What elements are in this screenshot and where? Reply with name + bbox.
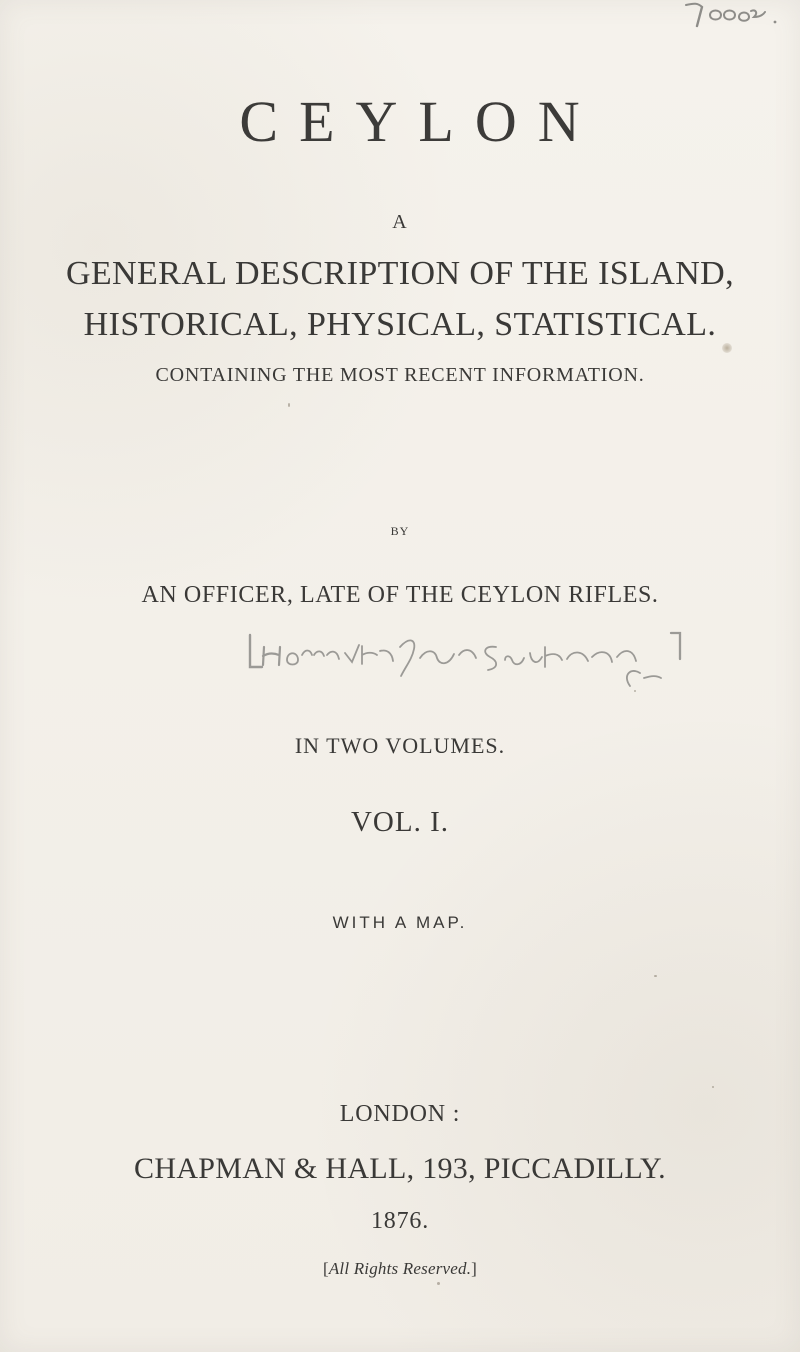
rights-close-bracket: ]	[471, 1259, 478, 1278]
paper-speck	[654, 975, 657, 977]
title-article: A	[392, 211, 408, 233]
handwritten-attribution	[244, 631, 686, 687]
publisher-line: CHAPMAN & HALL, 193, PICCADILLY.	[134, 1152, 666, 1185]
rights-text: All Rights Reserved.	[328, 1259, 472, 1278]
volume-count: IN TWO VOLUMES.	[294, 733, 506, 758]
paper-speck	[437, 1282, 440, 1285]
content-description: CONTAINING THE MOST RECENT INFORMATION.	[155, 364, 645, 386]
paper-speck	[712, 1086, 714, 1088]
map-note: WITH A MAP.	[332, 913, 468, 932]
subtitle-line-1: GENERAL DESCRIPTION OF THE ISLAND,	[65, 255, 735, 292]
book-title: CEYLON	[239, 89, 601, 154]
rights-open-bracket: [	[322, 1259, 329, 1278]
paper-speck	[634, 690, 636, 692]
by-label: BY	[390, 524, 410, 538]
shelfmark-handwritten	[676, 1, 794, 29]
volume-number: VOL. I.	[350, 806, 449, 838]
publication-year: 1876.	[371, 1208, 429, 1234]
author-line: AN OFFICER, LATE OF THE CEYLON RIFLES.	[141, 582, 659, 608]
paper-stain	[722, 343, 732, 353]
rights-line	[0, 1259, 800, 1279]
publication-city: LONDON :	[339, 1101, 461, 1127]
paper-speck	[288, 403, 290, 407]
subtitle-line-2: HISTORICAL, PHYSICAL, STATISTICAL.	[83, 306, 717, 343]
